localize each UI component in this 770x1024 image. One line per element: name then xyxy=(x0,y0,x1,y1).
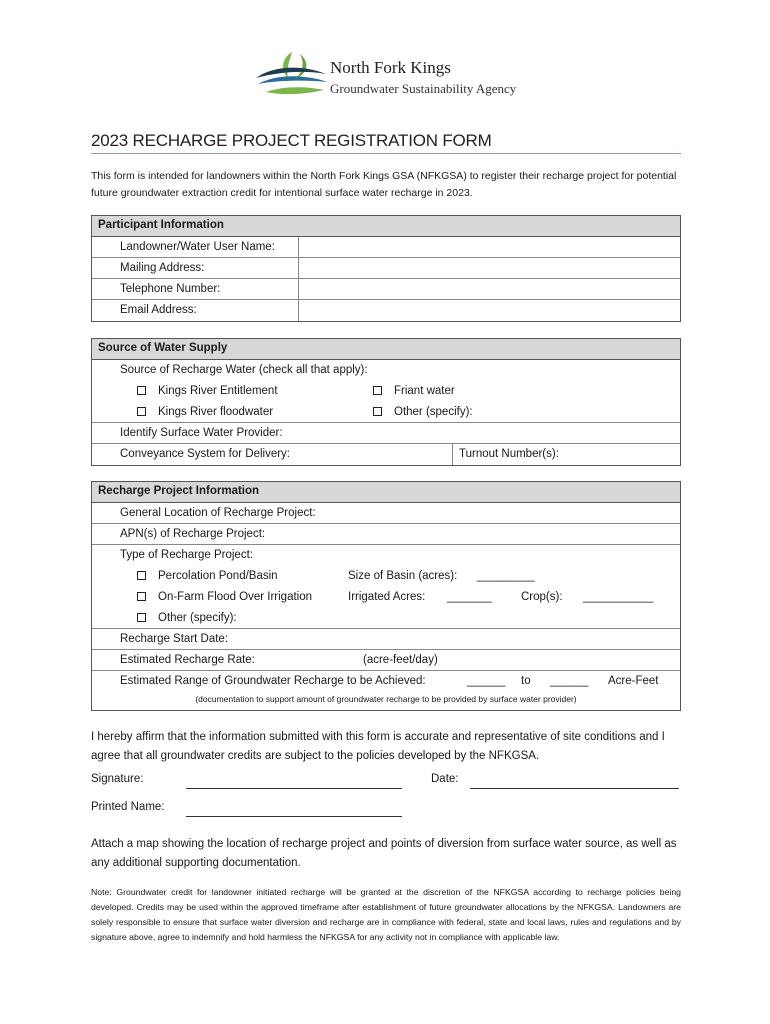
printed-name-label: Printed Name: xyxy=(91,801,165,813)
rate-row[interactable] xyxy=(92,650,680,671)
water-supply-heading: Source of Water Supply xyxy=(92,339,680,360)
source-label: Source of Recharge Water (check all that apply): xyxy=(120,364,368,376)
turnout-label: Turnout Number(s): xyxy=(459,448,559,460)
telephone-row xyxy=(92,279,680,300)
org-name-line2: Groundwater Sustainability Agency xyxy=(330,81,517,96)
signature-label: Signature: xyxy=(91,773,144,785)
onfarm-row xyxy=(92,587,680,608)
rate-unit: (acre-feet/day) xyxy=(363,654,438,666)
telephone-label: Telephone Number: xyxy=(120,283,221,295)
documentation-note: (documentation to support amount of groundwater recharge to be provided by surface water provider) xyxy=(195,694,577,704)
participant-section xyxy=(91,215,681,322)
crop-label: Crop(s): xyxy=(521,591,563,603)
date-line[interactable] xyxy=(470,788,679,789)
form-intro: This form is intended for landowners within the North Fork Kings GSA (NFKGSA) to register their recharge project for potential future groundwater extraction credit for intentional surface water recharge in 2023. xyxy=(91,170,677,199)
irrigated-acres-blank[interactable]: _______ xyxy=(447,591,492,603)
apn-row[interactable] xyxy=(92,524,680,545)
start-date-label: Recharge Start Date: xyxy=(120,633,229,645)
landowner-name-label: Landowner/Water User Name: xyxy=(120,241,275,253)
checkbox-icon[interactable] xyxy=(137,407,146,416)
location-row[interactable] xyxy=(92,503,680,524)
source-options-row-1 xyxy=(92,381,680,402)
type-label: Type of Recharge Project: xyxy=(120,549,253,561)
logo-mark-icon xyxy=(252,48,332,103)
source-options-row-2 xyxy=(92,402,680,423)
recharge-heading: Recharge Project Information xyxy=(92,482,680,503)
rate-label: Estimated Recharge Rate: xyxy=(120,654,255,666)
crop-blank[interactable]: ___________ xyxy=(583,591,654,603)
checkbox-icon[interactable] xyxy=(137,592,146,601)
participant-heading: Participant Information xyxy=(92,216,680,237)
date-label: Date: xyxy=(431,773,459,785)
percolation-option[interactable]: Percolation Pond/Basin xyxy=(137,570,278,582)
form-title: 2023 RECHARGE PROJECT REGISTRATION FORM xyxy=(91,131,492,150)
range-to: to xyxy=(521,675,531,687)
org-name-line1: North Fork Kings xyxy=(330,58,451,77)
source-label-row xyxy=(92,360,680,381)
type-label-row xyxy=(92,545,680,566)
irrigated-acres-label: Irrigated Acres: xyxy=(348,591,426,603)
mailing-address-label: Mailing Address: xyxy=(120,262,205,274)
apn-label: APN(s) of Recharge Project: xyxy=(120,528,266,540)
water-supply-section xyxy=(91,338,681,466)
affirmation-text: I hereby affirm that the information submitted with this form is accurate and representative of site conditions and I agree that all groundwater credits are subject to the policies developed by the NFKGSA. xyxy=(91,731,665,762)
recharge-section xyxy=(91,481,681,711)
attach-instructions: Attach a map showing the location of recharge project and points of diversion from surface water source, as well as any additional supporting documentation. xyxy=(91,838,677,869)
provider-label: Identify Surface Water Provider: xyxy=(120,427,283,439)
onfarm-option[interactable]: On-Farm Flood Over Irrigation xyxy=(137,591,312,603)
start-date-row[interactable] xyxy=(92,629,680,650)
basin-size-label: Size of Basin (acres): xyxy=(348,570,458,582)
range-unit: Acre-Feet xyxy=(608,675,659,687)
checkbox-icon[interactable] xyxy=(137,386,146,395)
checkbox-icon[interactable] xyxy=(373,386,382,395)
email-row xyxy=(92,300,680,321)
checkbox-icon[interactable] xyxy=(373,407,382,416)
landowner-name-row xyxy=(92,237,680,258)
signature-line[interactable] xyxy=(186,788,402,789)
range-max-blank[interactable]: ______ xyxy=(550,675,589,687)
checkbox-icon[interactable] xyxy=(137,613,146,622)
mailing-address-field[interactable] xyxy=(299,258,680,278)
telephone-field[interactable] xyxy=(299,279,680,299)
range-label: Estimated Range of Groundwater Recharge to be Achieved: xyxy=(120,675,426,687)
percolation-row xyxy=(92,566,680,587)
mailing-address-row xyxy=(92,258,680,279)
title-divider xyxy=(91,153,681,154)
agency-logo xyxy=(252,48,542,108)
range-row xyxy=(92,671,680,692)
documentation-note-row xyxy=(92,692,680,710)
basin-size-blank[interactable]: _________ xyxy=(477,570,535,582)
checkbox-icon[interactable] xyxy=(137,571,146,580)
range-min-blank[interactable]: ______ xyxy=(467,675,506,687)
conveyance-row xyxy=(92,444,680,465)
other-type-row xyxy=(92,608,680,629)
other-source-option[interactable]: Other (specify): xyxy=(373,406,473,418)
email-field[interactable] xyxy=(299,300,680,321)
landowner-name-field[interactable] xyxy=(299,237,680,257)
provider-row[interactable] xyxy=(92,423,680,444)
friant-option[interactable]: Friant water xyxy=(373,385,455,397)
printed-name-line[interactable] xyxy=(186,816,402,817)
email-label: Email Address: xyxy=(120,304,197,316)
kings-flood-option[interactable]: Kings River floodwater xyxy=(137,406,273,418)
kings-entitlement-option[interactable]: Kings River Entitlement xyxy=(137,385,278,397)
other-type-option[interactable]: Other (specify): xyxy=(137,612,237,624)
conveyance-label: Conveyance System for Delivery: xyxy=(120,448,291,460)
location-label: General Location of Recharge Project: xyxy=(120,507,316,519)
footnote: Note: Groundwater credit for landowner initiated recharge will be granted at the discretion of the NFKGSA according to recharge policies being developed. Credits may be used within the approved timeframe after establishment of future groundwater allocations by the NFKGSA. Landowners are solely responsible to ensure that surface water diversion and recharge are in compliance with federal, state and local laws, rules and regulations and by signature above, agree to indemnify and hold harmless the NFKGSA for any activity not in compliance with applicable law. xyxy=(91,887,681,942)
